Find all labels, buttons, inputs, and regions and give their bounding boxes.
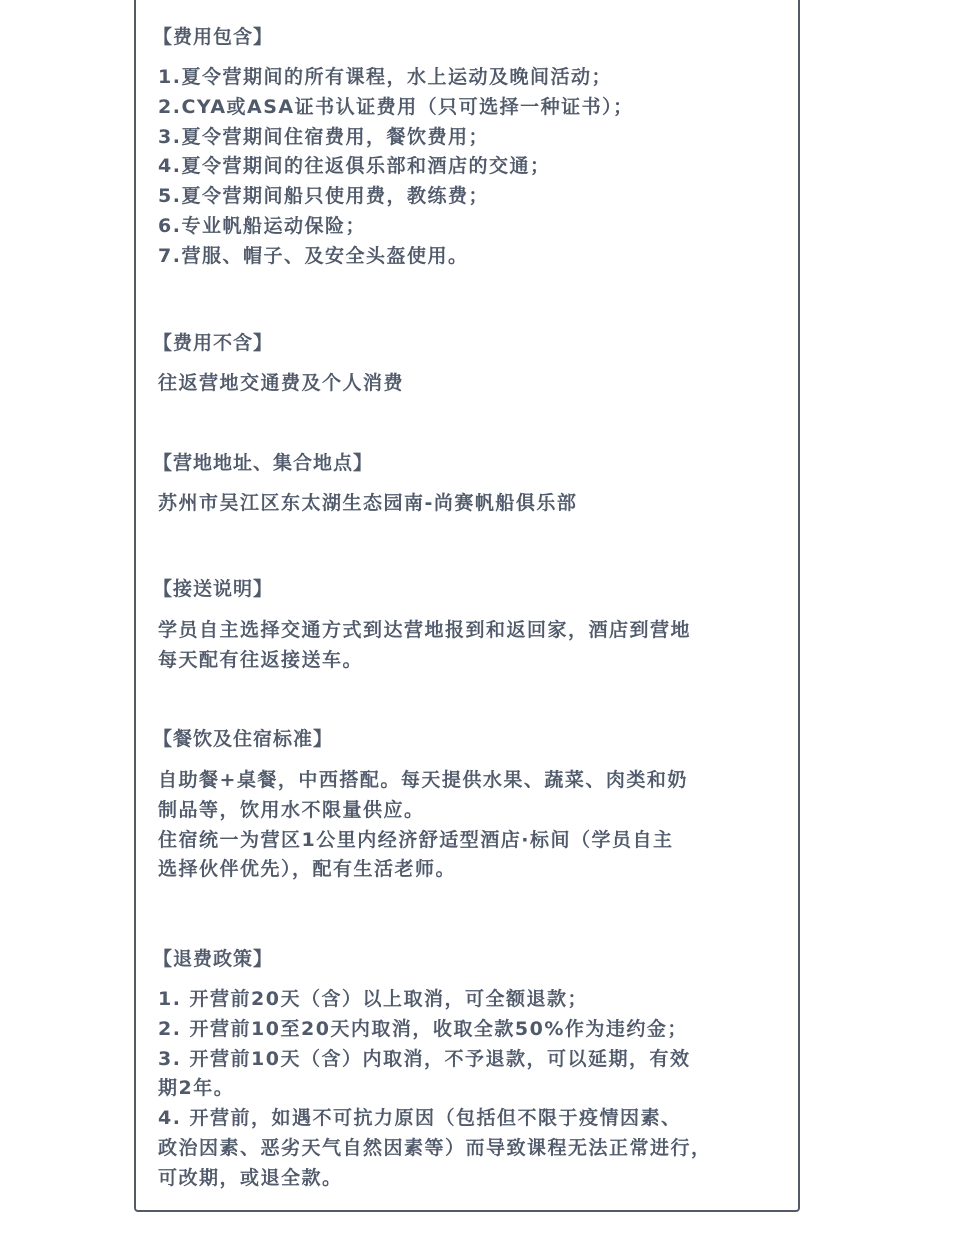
- refund-text: [158, 985, 712, 1194]
- list-item: 4.夏令营期间的往返俱乐部和酒店的交通；: [158, 155, 551, 178]
- transfer-text: [158, 616, 691, 676]
- text-line: 学员自主选择交通方式到达营地报到和返回家，酒店到营地: [158, 619, 692, 641]
- transfer-heading: 【接送说明】: [153, 578, 274, 600]
- text-line: 自助餐+桌餐，中西搭配。每天提供水果、蔬菜、肉类和奶: [158, 769, 688, 791]
- text-line: 住宿统一为营区1公里内经济舒适型酒店·标间（学员自主: [158, 828, 674, 851]
- address-text: [158, 489, 577, 519]
- text-line: 2. 开营前10至20天内取消，收取全款50%作为违约金；: [158, 1017, 688, 1040]
- excludes-text: [158, 369, 404, 399]
- text-line: 选择伙伴优先），配有生活老师。: [158, 858, 457, 881]
- text-line: 4. 开营前，如遇不可抗力原因（包括但不限于疫情因素、: [158, 1107, 682, 1130]
- text-line: 制品等，饮用水不限量供应。: [158, 798, 425, 821]
- text-line: 3. 开营前10天（含）内取消，不予退款，可以延期，有效: [158, 1047, 691, 1070]
- list-item: 5.夏令营期间船只使用费，教练费；: [158, 185, 489, 208]
- includes-heading: 【费用包含】: [153, 26, 274, 48]
- text-line: 往返营地交通费及个人消费: [158, 372, 405, 394]
- list-item: 3.夏令营期间住宿费用，餐饮费用；: [158, 125, 489, 148]
- list-item: 7.营服、帽子、及安全头盔使用。: [158, 244, 469, 267]
- includes-list: [158, 63, 634, 272]
- list-item: 6.专业帆船运动保险；: [158, 214, 366, 237]
- refund-heading: 【退费政策】: [153, 948, 274, 970]
- meals-heading: 【餐饮及住宿标准】: [153, 728, 334, 750]
- text-line: 苏州市吴江区东太湖生态园南-尚赛帆船俱乐部: [158, 492, 578, 514]
- list-item: 1.夏令营期间的所有课程，水上运动及晚间活动；: [158, 66, 612, 88]
- text-line: 可改期，或退全款。: [158, 1166, 343, 1189]
- text-line: 每天配有往返接送车。: [158, 648, 364, 671]
- excludes-heading: 【费用不含】: [153, 332, 274, 354]
- text-line: 1. 开营前20天（含）以上取消，可全额退款；: [158, 988, 588, 1010]
- text-line: 政治因素、恶劣天气自然因素等）而导致课程无法正常进行，: [158, 1136, 712, 1159]
- address-heading: 【营地地址、集合地点】: [153, 452, 374, 474]
- text-line: 期2年。: [158, 1077, 235, 1100]
- list-item: 2.CYA或ASA证书认证费用（只可选择一种证书）；: [158, 95, 634, 118]
- meals-text: [158, 766, 688, 885]
